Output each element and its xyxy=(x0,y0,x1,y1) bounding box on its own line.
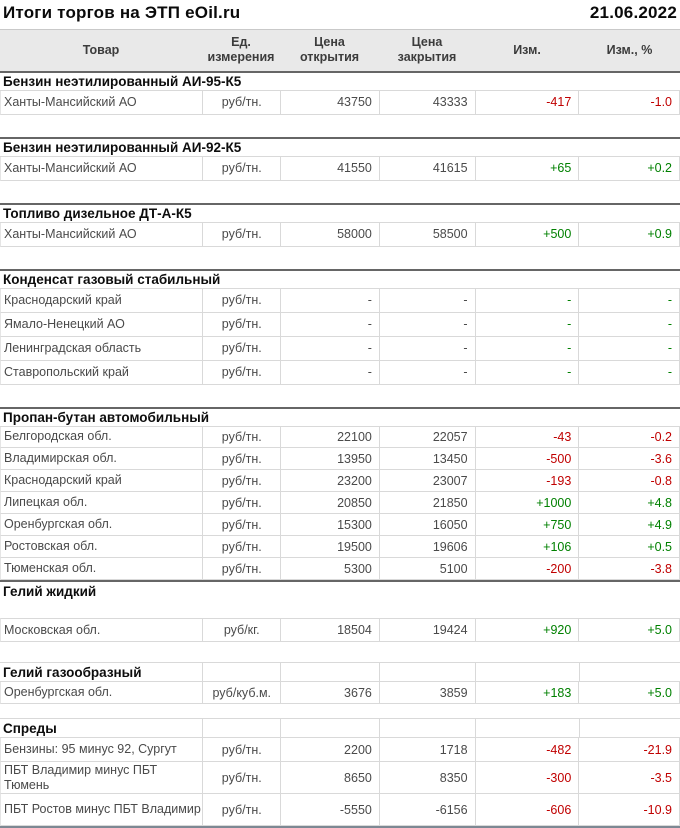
table-row xyxy=(0,91,680,115)
cell-change: - xyxy=(475,289,579,312)
empty-cell xyxy=(475,663,579,681)
cell-change-pct: - xyxy=(578,361,679,384)
cell-product: Ханты-Мансийский АО xyxy=(4,94,137,109)
cell-product: Оренбургская обл. xyxy=(4,685,113,700)
section-spacer xyxy=(0,115,680,137)
cell-close-price: 41615 xyxy=(379,157,475,180)
cell-change: -200 xyxy=(475,558,579,579)
cell-unit: руб/куб.м. xyxy=(202,682,280,703)
cell-open-price: 8650 xyxy=(280,762,379,793)
cell-unit: руб/тн. xyxy=(202,794,280,825)
table-row xyxy=(0,682,680,704)
empty-cell xyxy=(280,719,379,737)
cell-change-pct: +4.9 xyxy=(578,514,679,535)
cell-change-pct: +5.0 xyxy=(578,619,679,641)
cell-change-pct: +5.0 xyxy=(578,682,679,703)
cell-change: +1000 xyxy=(475,492,579,513)
cell-open-price: 13950 xyxy=(280,448,379,469)
cell-close-price: - xyxy=(379,313,475,336)
cell-change: +106 xyxy=(475,536,579,557)
cell-close-price: 43333 xyxy=(379,91,475,114)
cell-unit: руб/тн. xyxy=(202,361,280,384)
section-header-ai92: Бензин неэтилированный АИ-92-К5 xyxy=(0,137,680,157)
cell-close-price: 22057 xyxy=(379,427,475,448)
cell-open-price: -5550 xyxy=(280,794,379,825)
cell-change: - xyxy=(475,337,579,360)
empty-cell xyxy=(475,719,579,737)
page-title: Итоги торгов на ЭТП eOil.ru xyxy=(3,3,241,23)
column-header-open-price: Цена открытия xyxy=(299,34,360,65)
cell-unit: руб/тн. xyxy=(202,427,280,448)
cell-change-pct: -10.9 xyxy=(578,794,679,825)
section-spacer xyxy=(0,247,680,269)
cell-open-price: 58000 xyxy=(280,223,379,246)
table-row xyxy=(0,289,680,313)
table-row xyxy=(0,794,680,826)
cell-unit: руб/тн. xyxy=(202,289,280,312)
table-row xyxy=(0,492,680,514)
cell-product: ПБТ Владимир минус ПБТ Тюмень xyxy=(4,762,158,792)
cell-close-price: 58500 xyxy=(379,223,475,246)
column-header-product: Товар xyxy=(82,42,120,57)
cell-close-price: 8350 xyxy=(379,762,475,793)
cell-product: Ленинградская область xyxy=(4,340,142,355)
column-header-unit: Ед. измерения xyxy=(207,34,275,65)
cell-product: Ханты-Мансийский АО xyxy=(4,160,137,175)
cell-change: +750 xyxy=(475,514,579,535)
section-title: Гелий газообразный xyxy=(3,664,142,680)
cell-unit: руб/тн. xyxy=(202,337,280,360)
cell-open-price: 18504 xyxy=(280,619,379,641)
column-header-change: Изм. xyxy=(513,42,541,57)
cell-product: Оренбургская обл. xyxy=(4,517,113,532)
cell-close-price: 19424 xyxy=(379,619,475,641)
cell-unit: руб/тн. xyxy=(202,448,280,469)
cell-change-pct: -3.6 xyxy=(578,448,679,469)
cell-change: +500 xyxy=(475,223,579,246)
table-row xyxy=(0,361,680,385)
cell-unit: руб/тн. xyxy=(202,536,280,557)
cell-open-price: 22100 xyxy=(280,427,379,448)
cell-unit: руб/тн. xyxy=(202,313,280,336)
cell-product: Краснодарский край xyxy=(4,473,122,488)
cell-unit: руб/тн. xyxy=(202,738,280,761)
table-row xyxy=(0,514,680,536)
cell-product: Ханты-Мансийский АО xyxy=(4,226,137,241)
cell-unit: руб/тн. xyxy=(202,492,280,513)
cell-change-pct: +4.8 xyxy=(578,492,679,513)
cell-open-price: 20850 xyxy=(280,492,379,513)
cell-product: Ростовская обл. xyxy=(4,539,98,554)
cell-product: Ямало-Ненецкий АО xyxy=(4,316,125,331)
cell-open-price: 19500 xyxy=(280,536,379,557)
cell-open-price: - xyxy=(280,313,379,336)
cell-open-price: 2200 xyxy=(280,738,379,761)
empty-cell xyxy=(202,663,280,681)
cell-unit: руб/тн. xyxy=(202,223,280,246)
cell-product: ПБТ Ростов минус ПБТ Владимир xyxy=(4,802,201,816)
empty-cell xyxy=(579,719,680,737)
cell-product: Липецкая обл. xyxy=(4,495,88,510)
section-spacer xyxy=(0,600,680,618)
cell-change-pct: -0.8 xyxy=(578,470,679,491)
cell-product: Белгородская обл. xyxy=(4,429,112,444)
cell-open-price: 23200 xyxy=(280,470,379,491)
cell-close-price: 23007 xyxy=(379,470,475,491)
empty-cell xyxy=(379,663,475,681)
cell-unit: руб/тн. xyxy=(202,762,280,793)
cell-change: +183 xyxy=(475,682,579,703)
table-row xyxy=(0,558,680,580)
section-header-lpg: Пропан-бутан автомобильный xyxy=(0,407,680,427)
cell-close-price: 19606 xyxy=(379,536,475,557)
cell-change-pct: -21.9 xyxy=(578,738,679,761)
cell-open-price: - xyxy=(280,337,379,360)
table-row xyxy=(0,738,680,762)
cell-close-price: - xyxy=(379,361,475,384)
cell-close-price: 16050 xyxy=(379,514,475,535)
cell-open-price: 3676 xyxy=(280,682,379,703)
cell-change-pct: +0.9 xyxy=(578,223,679,246)
section-spacer xyxy=(0,642,680,662)
cell-change: - xyxy=(475,361,579,384)
cell-unit: руб/тн. xyxy=(202,470,280,491)
cell-product: Бензины: 95 минус 92, Сургут xyxy=(4,742,177,757)
cell-change: -193 xyxy=(475,470,579,491)
section-header-helium-liquid: Гелий жидкий xyxy=(0,580,680,600)
cell-product: Краснодарский край xyxy=(4,292,122,307)
section-spacer xyxy=(0,385,680,407)
table-row xyxy=(0,313,680,337)
cell-change-pct: -1.0 xyxy=(578,91,679,114)
cell-change: -43 xyxy=(475,427,579,448)
section-header-ai95: Бензин неэтилированный АИ-95-К5 xyxy=(0,71,680,91)
cell-open-price: 41550 xyxy=(280,157,379,180)
table-row xyxy=(0,157,680,181)
cell-change-pct: -3.5 xyxy=(578,762,679,793)
cell-product: Тюменская обл. xyxy=(4,561,97,576)
cell-change-pct: - xyxy=(578,313,679,336)
cell-change-pct: +0.2 xyxy=(578,157,679,180)
section-header-condensate: Конденсат газовый стабильный xyxy=(0,269,680,289)
section-header-diesel: Топливо дизельное ДТ-А-К5 xyxy=(0,203,680,223)
table-row xyxy=(0,618,680,642)
cell-open-price: - xyxy=(280,289,379,312)
table-row xyxy=(0,427,680,449)
cell-open-price: 15300 xyxy=(280,514,379,535)
cell-change-pct: - xyxy=(578,289,679,312)
table-header-row xyxy=(0,29,680,71)
cell-close-price: 13450 xyxy=(379,448,475,469)
cell-close-price: 21850 xyxy=(379,492,475,513)
cell-change: - xyxy=(475,313,579,336)
cell-unit: руб/тн. xyxy=(202,558,280,579)
report-date: 21.06.2022 xyxy=(589,3,677,23)
section-spacer xyxy=(0,704,680,718)
cell-change: -482 xyxy=(475,738,579,761)
cell-close-price: 3859 xyxy=(379,682,475,703)
table-row xyxy=(0,470,680,492)
cell-change: -417 xyxy=(475,91,579,114)
cell-change: -300 xyxy=(475,762,579,793)
section-title: Спреды xyxy=(3,720,57,736)
cell-change: -500 xyxy=(475,448,579,469)
empty-cell xyxy=(579,663,680,681)
cell-close-price: 1718 xyxy=(379,738,475,761)
cell-open-price: 43750 xyxy=(280,91,379,114)
cell-change: +920 xyxy=(475,619,579,641)
section-header-helium-gas xyxy=(0,662,680,682)
table-row xyxy=(0,448,680,470)
cell-unit: руб/тн. xyxy=(202,157,280,180)
title-bar xyxy=(0,0,680,29)
cell-product: Московская обл. xyxy=(4,622,101,637)
cell-unit: руб/тн. xyxy=(202,514,280,535)
cell-product: Ставропольский край xyxy=(4,364,129,379)
cell-unit: руб/тн. xyxy=(202,91,280,114)
cell-close-price: - xyxy=(379,337,475,360)
column-header-change-pct: Изм., % xyxy=(606,42,653,57)
empty-cell xyxy=(379,719,475,737)
cell-change: -606 xyxy=(475,794,579,825)
section-spacer xyxy=(0,181,680,203)
column-header-close-price: Цена закрытия xyxy=(397,34,457,65)
cell-unit: руб/кг. xyxy=(202,619,280,641)
table-row xyxy=(0,536,680,558)
cell-change-pct: +0.5 xyxy=(578,536,679,557)
cell-change: +65 xyxy=(475,157,579,180)
cell-close-price: - xyxy=(379,289,475,312)
cell-close-price: 5100 xyxy=(379,558,475,579)
cell-open-price: 5300 xyxy=(280,558,379,579)
section-header-spreads xyxy=(0,718,680,738)
cell-close-price: -6156 xyxy=(379,794,475,825)
cell-open-price: - xyxy=(280,361,379,384)
empty-cell xyxy=(202,719,280,737)
table-row xyxy=(0,223,680,247)
cell-product: Владимирская обл. xyxy=(4,451,117,466)
cell-change-pct: -3.8 xyxy=(578,558,679,579)
table-row xyxy=(0,337,680,361)
empty-cell xyxy=(280,663,379,681)
table-row xyxy=(0,762,680,794)
cell-change-pct: -0.2 xyxy=(578,427,679,448)
cell-change-pct: - xyxy=(578,337,679,360)
